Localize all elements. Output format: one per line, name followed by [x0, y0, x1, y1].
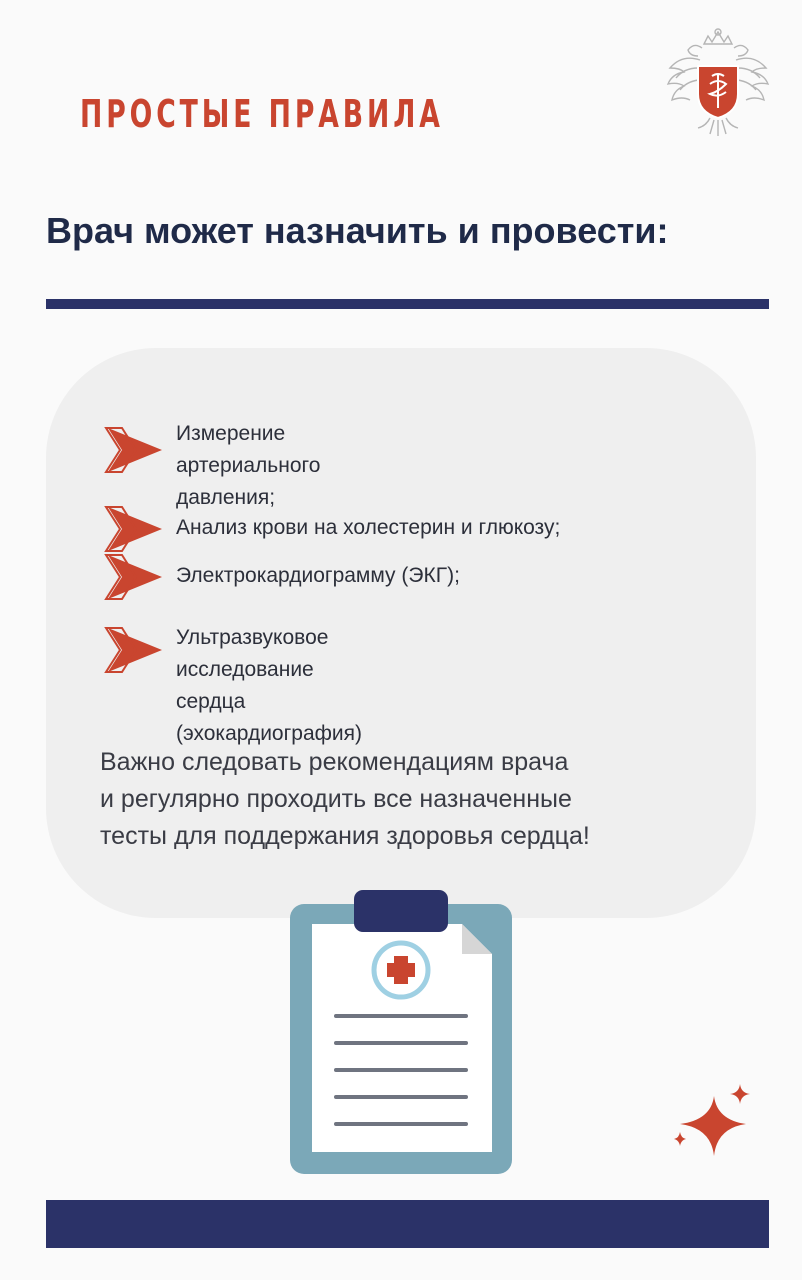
ministry-of-health-emblem-icon — [664, 26, 772, 138]
list-item-text: Измерение артериального давления; — [176, 422, 321, 509]
list-item-text: Ультразвуковое исследование сердца (эхокардиография) — [176, 626, 362, 745]
top-divider — [46, 299, 769, 309]
chevron-arrow-icon — [104, 505, 162, 553]
bottom-bar — [46, 1200, 769, 1248]
list-item-text: Анализ крови на холестерин и глюкозу; — [176, 516, 561, 539]
list-item-text: Электрокардиограмму (ЭКГ); — [176, 564, 460, 587]
chevron-arrow-icon — [104, 626, 162, 674]
brand-title: ПРОСТЫЕ ПРАВИЛА — [80, 92, 444, 136]
chevron-arrow-icon — [104, 553, 162, 601]
medical-clipboard-icon — [290, 886, 514, 1176]
closing-text: Важно следовать рекомендациям врача и регулярно проходить все назначенные тесты для поддержания здоровья сердца! — [100, 748, 590, 850]
headline: Врач может назначить и провести: — [46, 210, 669, 251]
sparkle-icon — [664, 1080, 764, 1164]
chevron-arrow-icon — [104, 426, 162, 474]
